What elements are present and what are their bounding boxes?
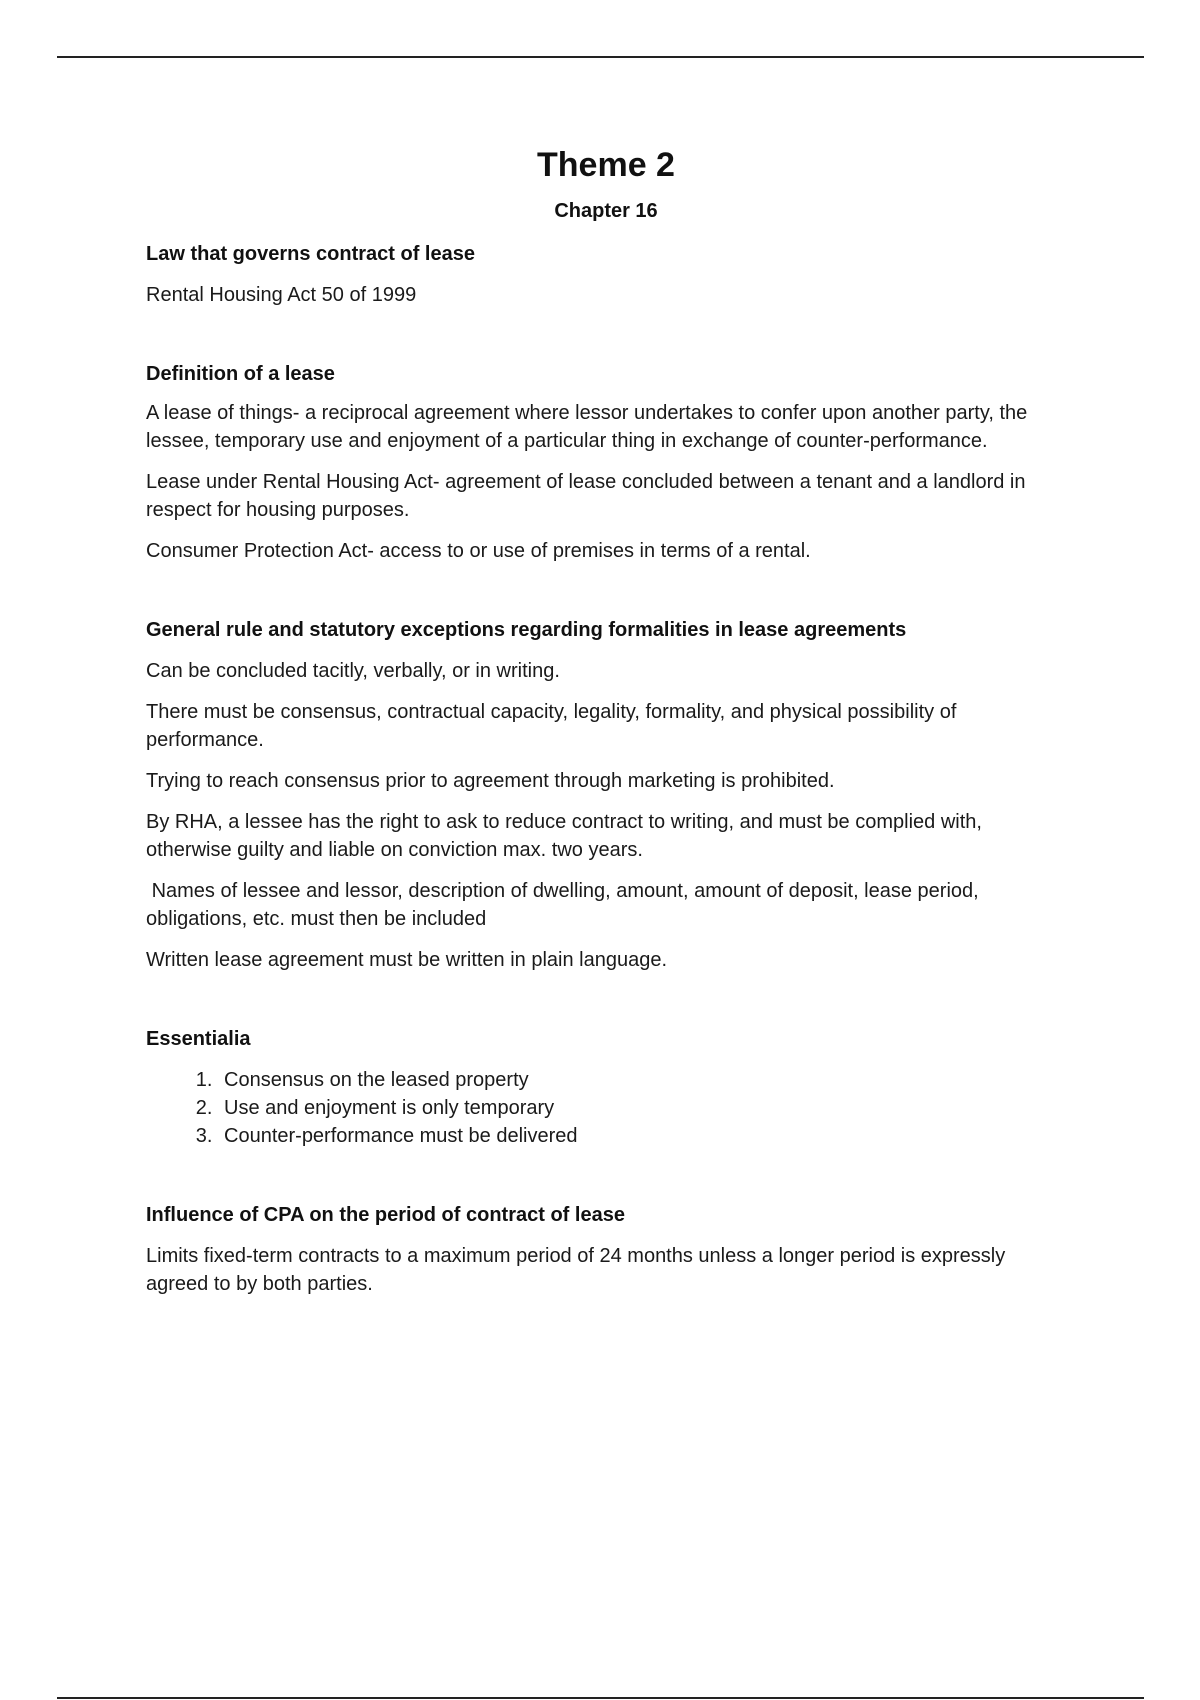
list-item: 1. Consensus on the leased property — [218, 1066, 1066, 1094]
paragraph: By RHA, a lessee has the right to ask to reduce contract to writing, and must be complied with, otherwise guilty and liable on conviction max. two years. — [146, 811, 982, 861]
document-title: Theme 2 — [537, 146, 675, 184]
section-heading-definition: Definition of a lease — [146, 363, 335, 385]
paragraph: Rental Housing Act 50 of 1999 — [146, 284, 417, 306]
section-heading-law: Law that governs contract of lease — [146, 243, 475, 265]
list-item: 2. Use and enjoyment is only temporary — [218, 1094, 1066, 1122]
paragraph: Can be concluded tacitly, verbally, or in writing. — [146, 660, 560, 682]
list-item: 3. Counter-performance must be delivered — [218, 1122, 1066, 1150]
section-heading-essentialia: Essentialia — [146, 1028, 251, 1050]
section-heading-formalities: General rule and statutory exceptions regarding formalities in lease agreements — [146, 619, 907, 641]
bottom-rule — [57, 1697, 1144, 1699]
paragraph: Lease under Rental Housing Act- agreement of lease concluded between a tenant and a landlord in respect for housing purposes. — [146, 471, 1026, 521]
essentialia-list — [146, 1066, 1066, 1150]
paragraph: Written lease agreement must be written in plain language. — [146, 949, 668, 971]
paragraph: A lease of things- a reciprocal agreement where lessor undertakes to confer upon another party, the lessee, temporary use and enjoyment of a particular thing in exchange of counter-performance. — [146, 402, 1028, 452]
top-rule — [57, 56, 1144, 58]
paragraph: Names of lessee and lessor, description of dwelling, amount, amount of deposit, lease period, obligations, etc. must then be included — [146, 880, 985, 930]
paragraph: Limits fixed-term contracts to a maximum period of 24 months unless a longer period is expressly agreed to by both parties. — [146, 1245, 1006, 1295]
section-heading-cpa: Influence of CPA on the period of contract of lease — [146, 1204, 625, 1226]
paragraph: There must be consensus, contractual capacity, legality, formality, and physical possibility of performance. — [146, 701, 957, 751]
document-page — [146, 140, 1066, 1298]
chapter-label: Chapter 16 — [554, 200, 658, 222]
paragraph: Consumer Protection Act- access to or use of premises in terms of a rental. — [146, 540, 811, 562]
paragraph: Trying to reach consensus prior to agreement through marketing is prohibited. — [146, 770, 835, 792]
